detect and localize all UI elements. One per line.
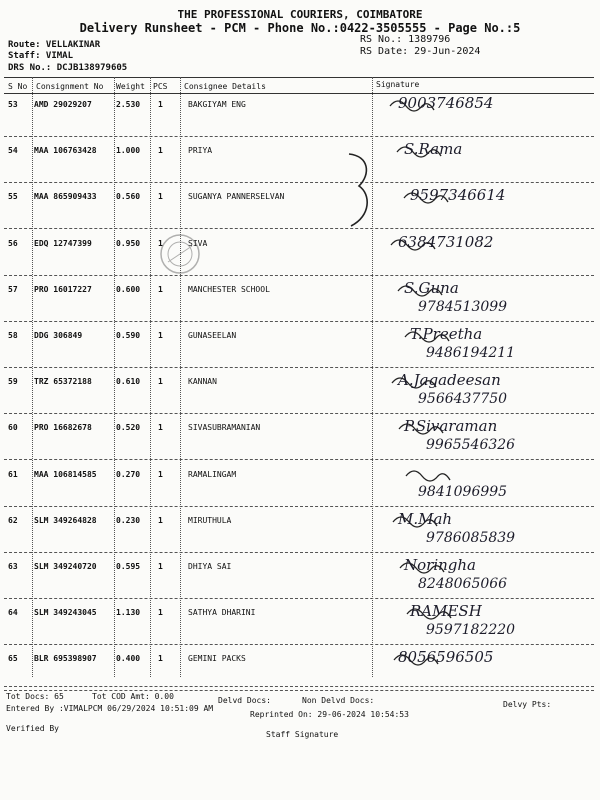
row-pcs: 1 bbox=[158, 654, 163, 663]
handwritten-phone: 9784513099 bbox=[418, 299, 508, 315]
row-pcs: 1 bbox=[158, 608, 163, 617]
row-signature bbox=[378, 600, 593, 644]
header-weight: Weight bbox=[116, 82, 145, 91]
handwritten-text: 6384731082 bbox=[398, 233, 494, 251]
row-weight: 2.530 bbox=[116, 100, 141, 109]
row-consignment: PRO 16682678 bbox=[34, 423, 92, 432]
handwritten-text: RAMESH bbox=[410, 602, 482, 620]
row-consignment: SLM 349243045 bbox=[34, 608, 97, 617]
handwritten-text: S.Guna bbox=[404, 279, 459, 297]
row-separator bbox=[4, 136, 594, 137]
row-sno: 57 bbox=[8, 285, 18, 294]
row-consignee: SIVASUBRAMANIAN bbox=[188, 423, 261, 432]
row-sno: 58 bbox=[8, 331, 18, 340]
row-separator bbox=[4, 506, 594, 507]
row-separator bbox=[4, 413, 594, 414]
row-consignment: EDQ 12747399 bbox=[34, 239, 92, 248]
staff-signature: Staff Signature bbox=[266, 730, 339, 739]
row-consignment: MAA 106814585 bbox=[34, 470, 97, 479]
non-delivered-docs: Non Delvd Docs: bbox=[302, 696, 375, 705]
drs-number: DRS No.: DCJB138979605 bbox=[8, 63, 128, 73]
rs-number: RS No.: 1389796 bbox=[360, 34, 451, 45]
row-signature bbox=[378, 369, 593, 413]
row-separator bbox=[4, 644, 594, 645]
row-pcs: 1 bbox=[158, 146, 163, 155]
row-consignee: MIRUTHULA bbox=[188, 516, 232, 525]
row-consignee: GEMINI PACKS bbox=[188, 654, 246, 663]
handwritten-text: A.Jagadeesan bbox=[398, 371, 501, 389]
handwritten-text: 9003746854 bbox=[398, 94, 494, 112]
handwritten-phone: 9965546326 bbox=[426, 437, 516, 453]
col-divider bbox=[114, 77, 115, 677]
handwritten-text: 9597346614 bbox=[410, 186, 506, 204]
row-signature bbox=[378, 138, 593, 182]
row-signature bbox=[378, 554, 593, 598]
row-weight: 0.590 bbox=[116, 331, 141, 340]
row-consignee: GUNASEELAN bbox=[188, 331, 237, 340]
row-weight: 0.400 bbox=[116, 654, 141, 663]
row-signature bbox=[378, 508, 593, 552]
row-weight: 1.000 bbox=[116, 146, 141, 155]
row-pcs: 1 bbox=[158, 331, 163, 340]
row-consignee: SATHYA DHARINI bbox=[188, 608, 256, 617]
row-weight: 1.130 bbox=[116, 608, 141, 617]
row-consignee: SIVA bbox=[188, 239, 208, 248]
delivered-docs: Delvd Docs: bbox=[218, 696, 271, 705]
row-signature bbox=[378, 646, 593, 690]
row-weight: 0.600 bbox=[116, 285, 141, 294]
row-consignee: MANCHESTER SCHOOL bbox=[188, 285, 270, 294]
row-weight: 0.560 bbox=[116, 192, 141, 201]
row-separator bbox=[4, 459, 594, 460]
handwritten-text: P.Sivaraman bbox=[404, 417, 498, 435]
row-consignee: BAKGIYAM ENG bbox=[188, 100, 246, 109]
row-pcs: 1 bbox=[158, 100, 163, 109]
row-signature bbox=[378, 462, 593, 506]
brace-mark-icon bbox=[345, 150, 375, 230]
row-separator bbox=[4, 552, 594, 553]
row-sno: 62 bbox=[8, 516, 18, 525]
header-consignee: Consignee Details bbox=[184, 82, 266, 91]
row-sno: 59 bbox=[8, 377, 18, 386]
header-signature: Signature bbox=[376, 80, 420, 89]
row-signature bbox=[378, 415, 593, 459]
row-pcs: 1 bbox=[158, 192, 163, 201]
row-pcs: 1 bbox=[158, 562, 163, 571]
row-weight: 0.230 bbox=[116, 516, 141, 525]
handwritten-phone: 9597182220 bbox=[426, 622, 516, 638]
header-sno: S No bbox=[8, 82, 28, 91]
row-consignment: MAA 106763428 bbox=[34, 146, 97, 155]
row-consignee: KANNAN bbox=[188, 377, 217, 386]
row-weight: 0.270 bbox=[116, 470, 141, 479]
staff-label: Staff: VIMAL bbox=[8, 51, 74, 61]
row-weight: 0.595 bbox=[116, 562, 141, 571]
handwritten-text: Noringha bbox=[404, 556, 476, 574]
handwritten-phone: 9486194211 bbox=[426, 345, 516, 361]
table-top-rule bbox=[4, 77, 594, 78]
row-signature bbox=[378, 92, 593, 136]
row-sno: 55 bbox=[8, 192, 18, 201]
row-separator bbox=[4, 228, 594, 229]
handwritten-text: M.Mah bbox=[398, 510, 453, 528]
col-divider bbox=[150, 77, 151, 677]
rs-date: RS Date: 29-Jun-2024 bbox=[360, 46, 481, 57]
row-signature bbox=[378, 323, 593, 367]
row-pcs: 1 bbox=[158, 377, 163, 386]
row-consignee: RAMALINGAM bbox=[188, 470, 237, 479]
row-sno: 54 bbox=[8, 146, 18, 155]
route-label: Route: VELLAKINAR bbox=[8, 40, 101, 50]
row-consignment: PRO 16017227 bbox=[34, 285, 92, 294]
handwritten-text: 8056596505 bbox=[398, 648, 494, 666]
row-sno: 64 bbox=[8, 608, 18, 617]
col-divider bbox=[32, 77, 33, 677]
handwritten-phone: 8248065066 bbox=[418, 576, 508, 592]
row-consignee: PRIYA bbox=[188, 146, 213, 155]
row-sno: 56 bbox=[8, 239, 18, 248]
row-sno: 65 bbox=[8, 654, 18, 663]
row-sno: 53 bbox=[8, 100, 18, 109]
row-separator bbox=[4, 367, 594, 368]
row-weight: 0.610 bbox=[116, 377, 141, 386]
col-divider bbox=[180, 77, 181, 677]
handwritten-phone: 9786085839 bbox=[426, 530, 516, 546]
total-docs: Tot Docs: 65 bbox=[6, 692, 64, 701]
row-separator bbox=[4, 690, 594, 691]
row-separator bbox=[4, 598, 594, 599]
row-pcs: 1 bbox=[158, 470, 163, 479]
row-sno: 61 bbox=[8, 470, 18, 479]
handwritten-text: S.Rama bbox=[404, 140, 463, 158]
handwritten-text: T.Preetha bbox=[410, 325, 483, 343]
row-consignee: SUGANYA PANNERSELVAN bbox=[188, 192, 285, 201]
row-sno: 63 bbox=[8, 562, 18, 571]
row-signature bbox=[378, 277, 593, 321]
verified-by: Verified By bbox=[6, 724, 59, 733]
row-consignment: BLR 695398907 bbox=[34, 654, 97, 663]
row-consignment: TRZ 65372188 bbox=[34, 377, 92, 386]
header-consignment: Consignment No bbox=[36, 82, 104, 91]
row-separator bbox=[4, 321, 594, 322]
header-pcs: PCS bbox=[153, 82, 168, 91]
row-consignment: DDG 306849 bbox=[34, 331, 83, 340]
row-pcs: 1 bbox=[158, 516, 163, 525]
handwritten-phone: 9841096995 bbox=[418, 484, 508, 500]
row-signature bbox=[378, 231, 593, 275]
runsheet-title: Delivery Runsheet - PCM - Phone No.:0422-3505555 - Page No.:5 bbox=[79, 21, 521, 35]
row-weight: 0.520 bbox=[116, 423, 141, 432]
row-weight: 0.950 bbox=[116, 239, 141, 248]
row-consignment: SLM 349240720 bbox=[34, 562, 97, 571]
reprinted-on: Reprinted On: 29-06-2024 10:54:53 bbox=[250, 710, 409, 719]
row-consignee: DHIYA SAI bbox=[188, 562, 232, 571]
row-separator bbox=[4, 182, 594, 183]
row-consignment: SLM 349264828 bbox=[34, 516, 97, 525]
entered-by: Entered By :VIMALPCM 06/29/2024 10:51:09 AM bbox=[6, 704, 214, 713]
courier-stamp-icon bbox=[158, 232, 202, 276]
row-pcs: 1 bbox=[158, 239, 163, 248]
handwritten-phone: 9566437750 bbox=[418, 391, 508, 407]
total-cod: Tot COD Amt: 0.00 bbox=[92, 692, 174, 701]
row-consignment: AMD 29029207 bbox=[34, 100, 92, 109]
row-sno: 60 bbox=[8, 423, 18, 432]
row-consignment: MAA 865909433 bbox=[34, 192, 97, 201]
delivery-points: Delvy Pts: bbox=[503, 700, 552, 709]
row-separator bbox=[4, 275, 594, 276]
row-pcs: 1 bbox=[158, 285, 163, 294]
footer-rule bbox=[4, 686, 594, 687]
row-signature bbox=[378, 184, 593, 228]
company-title: THE PROFESSIONAL COURIERS, COIMBATORE bbox=[177, 8, 423, 21]
row-pcs: 1 bbox=[158, 423, 163, 432]
